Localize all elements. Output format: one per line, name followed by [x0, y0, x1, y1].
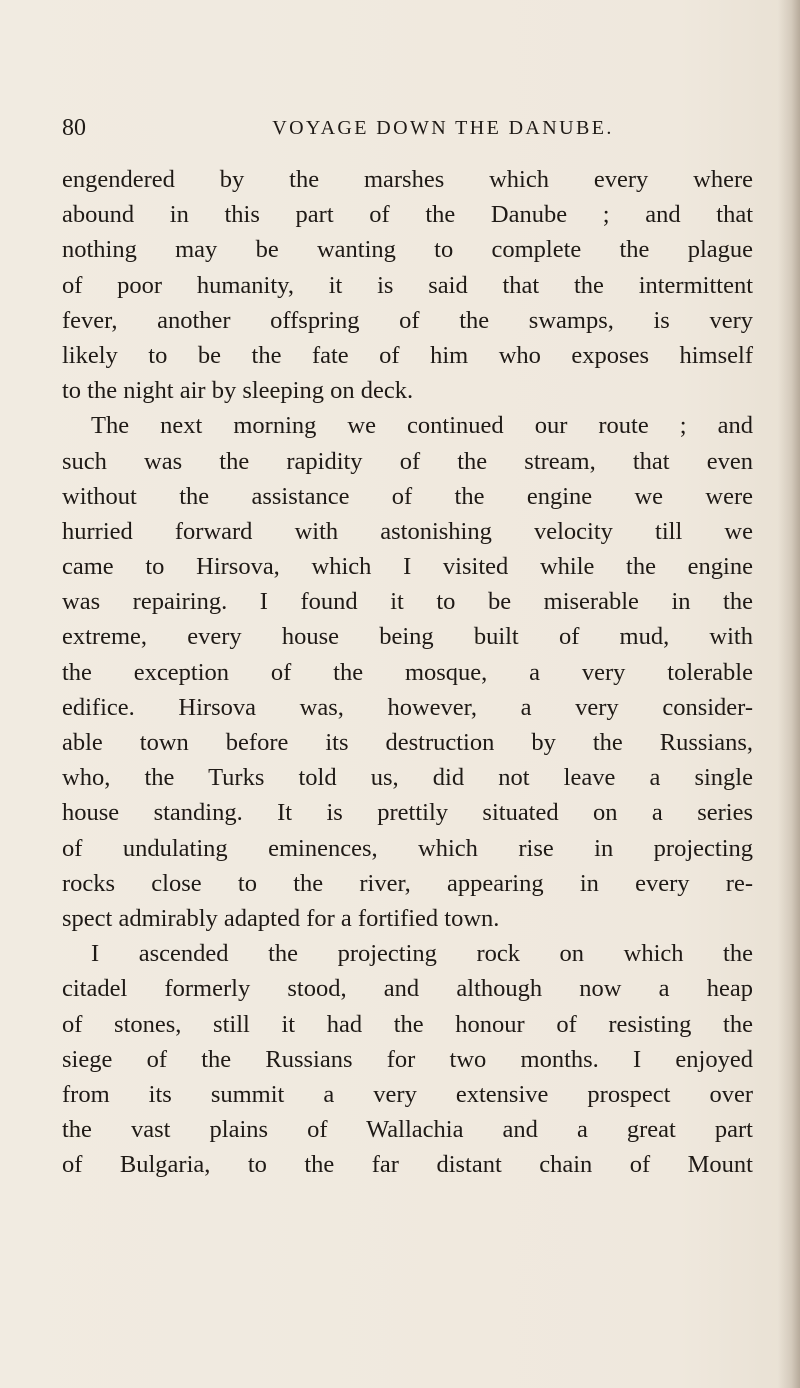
text-line: abound in this part of the Danube ; and that	[62, 201, 753, 229]
text-line: edifice. Hirsova was, however, a very consider-	[62, 693, 753, 721]
page-edge-shadow	[778, 0, 800, 1388]
running-head	[62, 112, 752, 144]
text-line: I ascended the projecting rock on which the	[91, 940, 753, 968]
text-line: such was the rapidity of the stream, that even	[62, 447, 753, 475]
text-line: to the night air by sleeping on deck.	[62, 377, 414, 405]
text-line: came to Hirsova, which I visited while the engine	[62, 553, 753, 581]
text-line: nothing may be wanting to complete the plague	[62, 236, 753, 264]
text-line: who, the Turks told us, did not leave a single	[62, 764, 753, 792]
running-title: VOYAGE DOWN THE DANUBE.	[272, 117, 614, 139]
text-line: siege of the Russians for two months. I enjoyed	[62, 1045, 753, 1073]
text-line: extreme, every house being built of mud, with	[62, 623, 753, 651]
text-line: likely to be the fate of him who exposes himself	[62, 341, 753, 369]
text-line: without the assistance of the engine we were	[62, 482, 753, 510]
page-number: 80	[62, 115, 86, 141]
text-line: the exception of the mosque, a very tolerable	[62, 658, 753, 686]
text-line: spect admirably adapted for a fortified town.	[62, 904, 500, 932]
text-line: fever, another offspring of the swamps, is very	[62, 306, 753, 334]
text-line: from its summit a very extensive prospect over	[62, 1080, 753, 1108]
text-line: able town before its destruction by the Russians,	[62, 729, 753, 756]
body-text	[62, 162, 753, 1182]
text-line: citadel formerly stood, and although now a heap	[62, 975, 753, 1003]
text-line: The next morning we continued our route ; and	[91, 412, 753, 440]
text-line: rocks close to the river, appearing in every re-	[62, 869, 753, 897]
text-line: of stones, still it had the honour of resisting the	[62, 1010, 753, 1038]
text-line: hurried forward with astonishing velocity till we	[62, 517, 753, 545]
text-line: was repairing. I found it to be miserable in the	[62, 588, 753, 616]
text-line: engendered by the marshes which every where	[62, 166, 753, 193]
text-line: of undulating eminences, which rise in projecting	[62, 834, 753, 862]
text-line: of Bulgaria, to the far distant chain of Mount	[62, 1151, 753, 1179]
text-line: house standing. It is prettily situated on a series	[62, 799, 753, 827]
text-line: of poor humanity, it is said that the intermittent	[62, 271, 753, 299]
text-line: the vast plains of Wallachia and a great part	[62, 1116, 753, 1144]
